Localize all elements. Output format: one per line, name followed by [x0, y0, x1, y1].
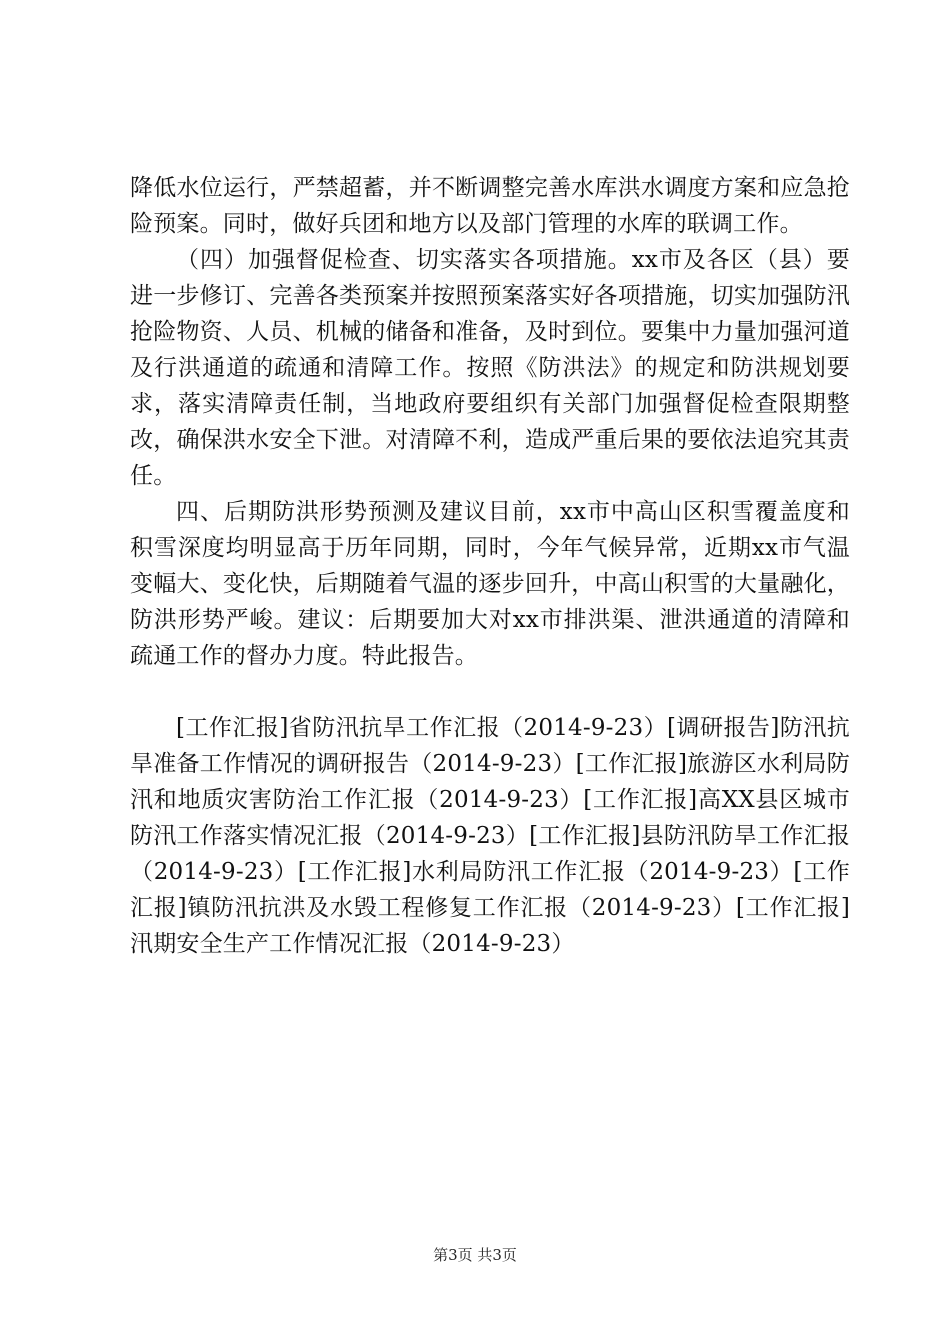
paragraph-spacer [130, 674, 850, 710]
paragraph-section-four: （四）加强督促检查、切实落实各项措施。xx市及各区（县）要进一步修订、完善各类预案并按照预案落实好各项措施，切实加强防汛抢险物资、人员、机械的储备和准备，及时到位。要集中力量加强河道及行洪通道的疏通和清障工作。按照《防洪法》的规定和防洪规划要求，落实清障责任制，当地政府要组织有关部门加强督促检查限期整改，确保洪水安全下泄。对清障不利，造成严重后果的要依法追究其责任。 [130, 247, 850, 489]
paragraph-forecast: 四、后期防洪形势预测及建议目前，xx市中高山区积雪覆盖度和积雪深度均明显高于历年同期，同时，今年气候异常，近期xx市气温变幅大、变化快，后期随着气温的逐步回升，中高山积雪的大量融化，防洪形势严峻。建议：后期要加大对xx市排洪渠、泄洪通道的清障和疏通工作的督办力度。特此报告。 [130, 499, 850, 669]
document-body [130, 170, 850, 962]
related-reports-list: [工作汇报]省防汛抗旱工作汇报（2014-9-23）[调研报告]防汛抗旱准备工作情况的调研报告（2014-9-23）[工作汇报]旅游区水利局防汛和地质灾害防治工作汇报（2014-9-23）[工作汇报]高XX县区城市防汛工作落实情况汇报（2014-9-23）[工作汇报]县防汛防旱工作汇报（2014-9-23）[工作汇报]水利局防汛工作汇报（2014-9-23）[工作汇报]镇防汛抗洪及水毁工程修复工作汇报（2014-9-23）[工作汇报]汛期安全生产工作情况汇报（2014-9-23） [130, 715, 850, 957]
page-number-footer: 第3页 共3页 [433, 1246, 517, 1264]
paragraph-continuation: 降低水位运行，严禁超蓄，并不断调整完善水库洪水调度方案和应急抢险预案。同时，做好兵团和地方以及部门管理的水库的联调工作。 [130, 175, 850, 237]
